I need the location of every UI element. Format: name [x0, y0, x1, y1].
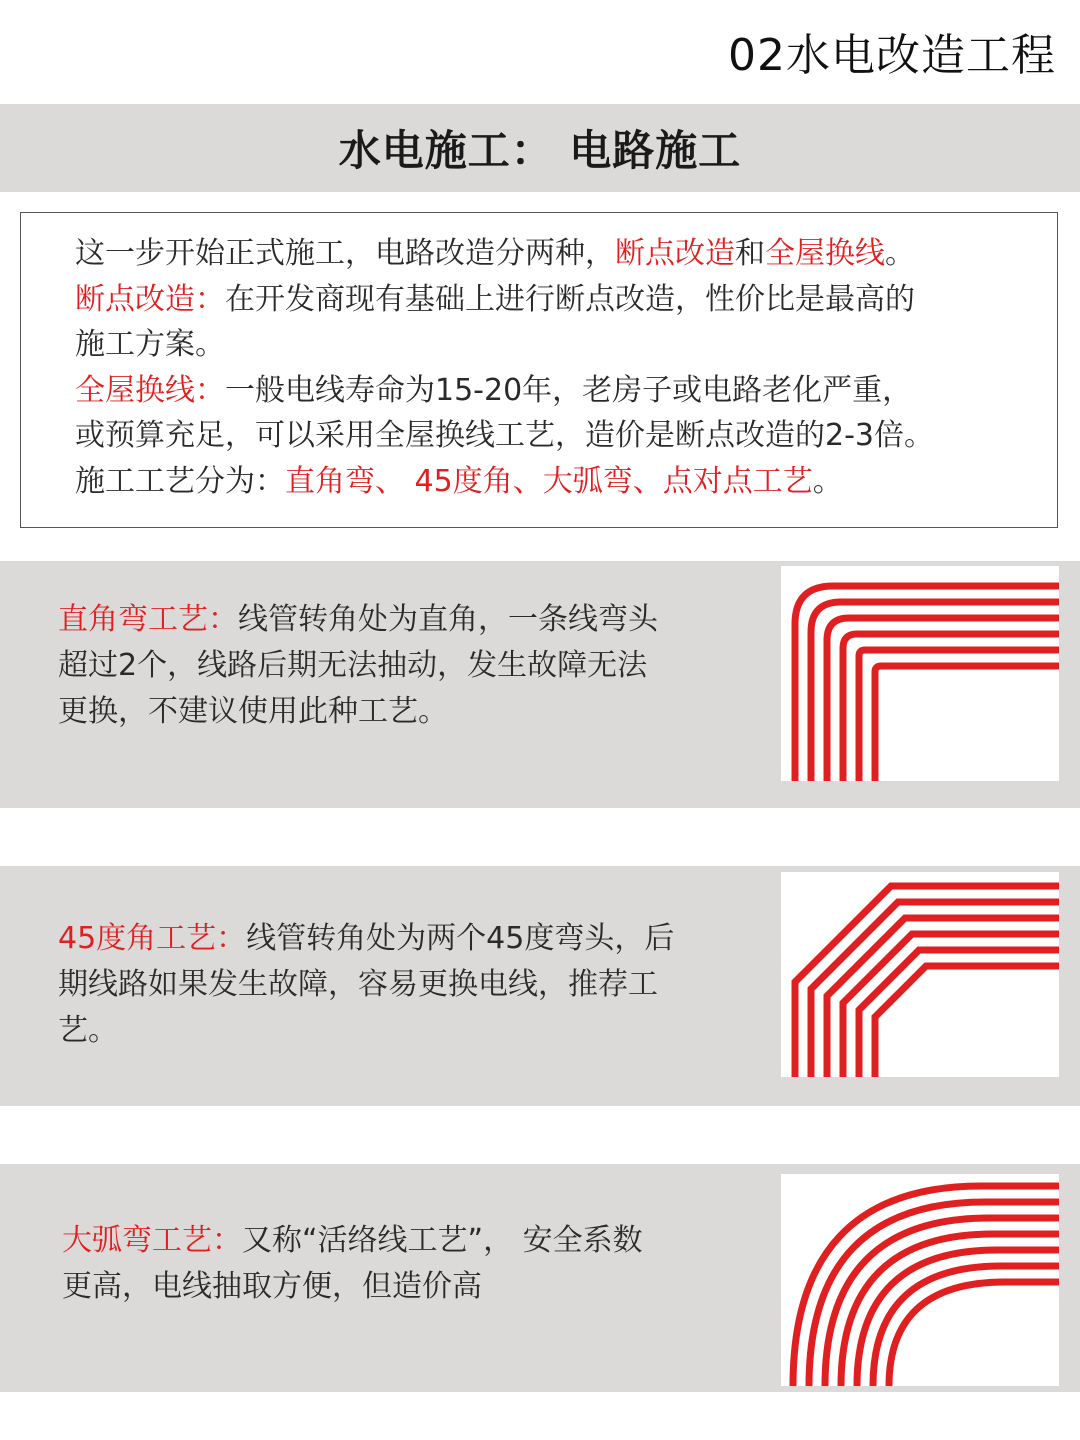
section-title-bar — [0, 104, 1080, 192]
craft-text-line: 线管转角处为两个45度弯头，后 — [246, 921, 675, 956]
craft-panel-45-degree — [0, 866, 1080, 1106]
craft-image — [781, 566, 1059, 781]
intro-line-3 — [75, 322, 1037, 368]
craft-types-highlight: 直角弯、 45度角、大弧弯、点对点工艺 — [285, 463, 813, 499]
intro-text: 。 — [812, 463, 843, 499]
intro-text: 。 — [885, 236, 915, 271]
craft-text-line: 又称“活络线工艺”， 安全系数 — [242, 1223, 643, 1258]
intro-text: 这一步开始正式施工，电路改造分两种， — [75, 236, 615, 271]
intro-line-5 — [75, 413, 1037, 459]
highlight-full-rewiring: 全屋换线 — [765, 236, 885, 271]
intro-text: 或预算充足，可以采用全屋换线工艺，造价是断点改造的2-3倍。 — [75, 418, 934, 453]
craft-panel-right-angle — [0, 561, 1080, 808]
craft-panel-large-arc — [0, 1164, 1080, 1392]
page-header-title: 02水电改造工程 — [728, 30, 1056, 81]
craft-label: 直角弯工艺： — [58, 602, 238, 637]
craft-text-line: 更换，不建议使用此种工艺。 — [58, 694, 448, 729]
craft-description — [58, 597, 658, 735]
large-arc-bend-icon — [781, 1174, 1059, 1386]
intro-line-2 — [75, 277, 1037, 323]
section-title: 水电施工： 电路施工 — [338, 126, 742, 175]
craft-label: 45度角工艺： — [58, 921, 247, 956]
45-degree-bend-icon — [781, 872, 1059, 1077]
craft-text-line: 线管转角处为直角，一条线弯头 — [238, 602, 658, 637]
intro-text: 和 — [735, 236, 765, 271]
craft-text-line: 艺。 — [58, 1013, 118, 1048]
craft-text-line: 期线路如果发生故障，容易更换电线，推荐工 — [58, 967, 658, 1002]
highlight-breakpoint-renovation: 断点改造 — [615, 236, 735, 271]
craft-description — [62, 1218, 643, 1310]
craft-label: 大弧弯工艺： — [62, 1223, 242, 1258]
intro-text: 施工方案。 — [75, 327, 225, 362]
intro-line-1 — [75, 231, 1037, 277]
intro-text: 一般电线寿命为15-20年，老房子或电路老化严重， — [225, 372, 913, 408]
full-rewiring-label: 全屋换线： — [75, 372, 225, 408]
intro-line-4 — [75, 368, 1037, 414]
craft-image — [781, 872, 1059, 1077]
intro-text: 在开发商现有基础上进行断点改造，性价比是最高的 — [225, 281, 915, 317]
craft-image — [781, 1174, 1059, 1386]
craft-text-line: 超过2个，线路后期无法抽动，发生故障无法 — [58, 648, 648, 683]
breakpoint-label: 断点改造： — [75, 281, 225, 317]
intro-line-6 — [75, 459, 1037, 505]
intro-box — [20, 212, 1058, 528]
right-angle-bend-icon — [781, 566, 1059, 781]
craft-text-line: 更高，电线抽取方便，但造价高 — [62, 1269, 482, 1304]
intro-text: 施工工艺分为： — [75, 463, 285, 499]
craft-description — [58, 916, 674, 1054]
